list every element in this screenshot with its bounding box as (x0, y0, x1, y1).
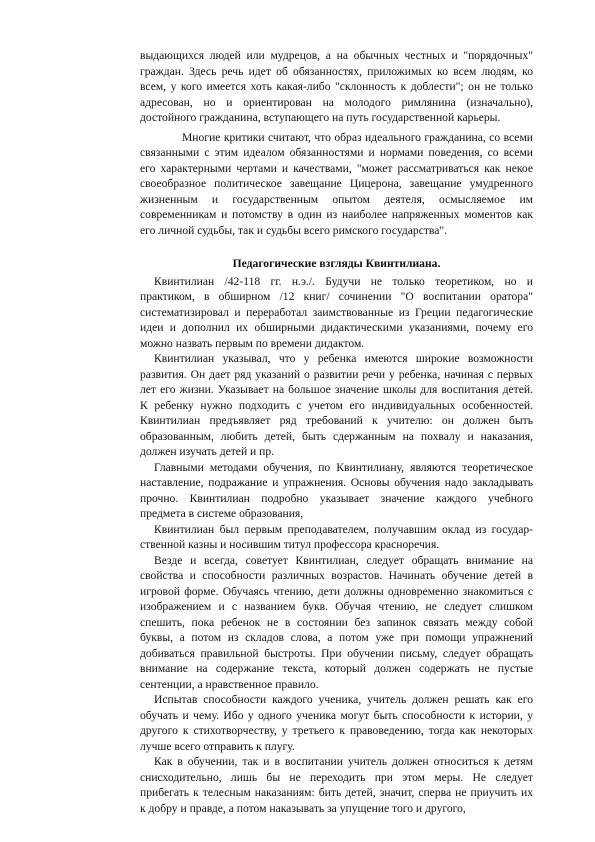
paragraph-3 (140, 460, 533, 522)
text-line: свойства и способности различных возрастов. Начинать обучение детей в (140, 569, 533, 582)
text-line: к добру и правде, а потом наказывать за упущение того и другого, (140, 801, 466, 815)
text-line: его характерными чертами и качествами, "может рассматриваться как некое (140, 161, 533, 175)
text-line: должен изучать детей и пр. (140, 445, 275, 458)
text-line: спешить, пока ребенок не в состоянии без запинок связать между собой (140, 615, 533, 629)
paragraph-5 (140, 553, 533, 693)
text-line: Квинтилиан /42-118 гг. н.э./. Будучи не только теоретиком, но и (154, 274, 533, 288)
paragraph-fragment (140, 48, 533, 126)
text-line: граждан. Здесь речь идет об обязанностях, приложимых ко всем людям, ко (140, 64, 533, 78)
text-line: Главными методами обучения, по Квинтилиану, являются теоретическое (154, 460, 533, 474)
text-line: Как в обучении, так и в воспитании учитель должен относиться к детям (154, 755, 533, 768)
text-line: игровой форме. Обучаясь чтению, дети должны одновременно знакомиться с (140, 584, 533, 598)
paragraph-critics (140, 130, 533, 239)
text-line: своеобразное политическое завещание Цицерона, завещание умудренного (140, 177, 533, 190)
text-line: связанными с этим идеалом обязанностями и нормами поведения, со всеми (140, 146, 533, 159)
text-line: идеи и дополнил их обширными дидактическими указаниями, почему его (140, 321, 533, 334)
section-heading: Педагогические взгляды Квинтилиана. (232, 257, 441, 270)
text-line: другого к стихотворчеству, у третьего к правоведению, тогда как некоторых (140, 724, 533, 737)
text-line: К ребенку нужно подходить с учетом его индивидуальных особенностей. (140, 398, 533, 412)
text-line: Испытав способности каждого ученика, учитель должен решать как его (154, 693, 533, 706)
document-body (140, 48, 533, 816)
text-line: буквы, а потом из складов слова, а потом уже при помощи упражнений (140, 631, 533, 644)
text-line: систематизировал и переработал заимствованные из Греции педагогические (140, 305, 533, 319)
text-line: развития. Он дает ряд указаний о развитии речи у ребенка, начиная с первых (140, 367, 533, 381)
text-line: жизненным и государственным опытом деятеля, осмысляемое им (140, 192, 533, 206)
text-line: Квинтилиан был первым преподавателем, получавшим оклад из государ- (154, 522, 533, 536)
text-line: предмета в системе образования, (140, 507, 304, 520)
paragraph-4 (140, 522, 533, 553)
text-line: его личной судьбы, так и судьбы всего римского государства". (140, 223, 448, 237)
text-line: Многие критики считают, что образ идеального гражданина, со всеми (182, 130, 533, 144)
text-line: можно назвать первым по времени дидактом. (140, 336, 365, 350)
text-line: современникам и потомству в один из наиболее напряженных моментов как (140, 208, 533, 221)
text-line: добиваться правильной быстроты. При обучении письму, следует обращать (140, 646, 533, 660)
text-line: образованным, любить детей, быть сдержанным на похвалу и наказания, (140, 429, 533, 443)
paragraph-1 (140, 274, 533, 352)
text-line: выдающихся людей или мудрецов, а на обычных честных и "порядочных" (140, 49, 533, 62)
text-line: обучать и чему. Ибо у одного ученика могут быть способности к истории, у (140, 708, 533, 722)
text-line: внимание на содержание текста, который должен содержать не пустые (140, 662, 533, 675)
text-line: прочно. Квинтилиан подробно указывает значение каждого учебного (140, 491, 533, 505)
text-line: изображением и с названием букв. Обучая чтению, не следует слишком (140, 600, 533, 613)
text-line: Квинтилиан указывал, что у ребенка имеются широкие возможности (154, 352, 533, 365)
text-line: Квинтилиан предъявляет ряд требований к учителю: он должен быть (140, 414, 533, 427)
paragraph-2 (140, 351, 533, 460)
text-line: наставление, подражание и упражнения. Основы обучения надо закладывать (140, 476, 533, 489)
text-line: снисходительно, лишь бы не переходить при этом меры. Не следует (140, 770, 533, 784)
text-line: практиком, в обширном /12 книг/ сочинении "О воспитании оратора" (140, 290, 533, 303)
text-line: лучше всего отправить к плугу. (140, 739, 295, 753)
text-line: ственной казны и носившим титул профессора красноречия. (140, 538, 440, 551)
text-line: прибегать к телесным наказаниям: бить детей, значит, сперва не приучить их (140, 786, 533, 799)
text-line: всем, у кого имеется хоть какая-либо "склонность к доблести"; он не только (140, 80, 533, 93)
paragraph-7 (140, 754, 533, 816)
text-line: лет его жизни. Указывает на большое значение школы для воспитания детей. (140, 383, 533, 396)
text-line: достойного гражданина, вступающего на путь государственной карьеры. (140, 111, 501, 124)
paragraph-6 (140, 692, 533, 754)
text-line: Везде и всегда, советует Квинтилиан, следует обращать внимание на (154, 553, 533, 567)
text-line: адресован, но и ориентирован на молодого римлянина (изначально), (140, 95, 533, 109)
text-line: сентенции, а нравственное правило. (140, 677, 319, 691)
